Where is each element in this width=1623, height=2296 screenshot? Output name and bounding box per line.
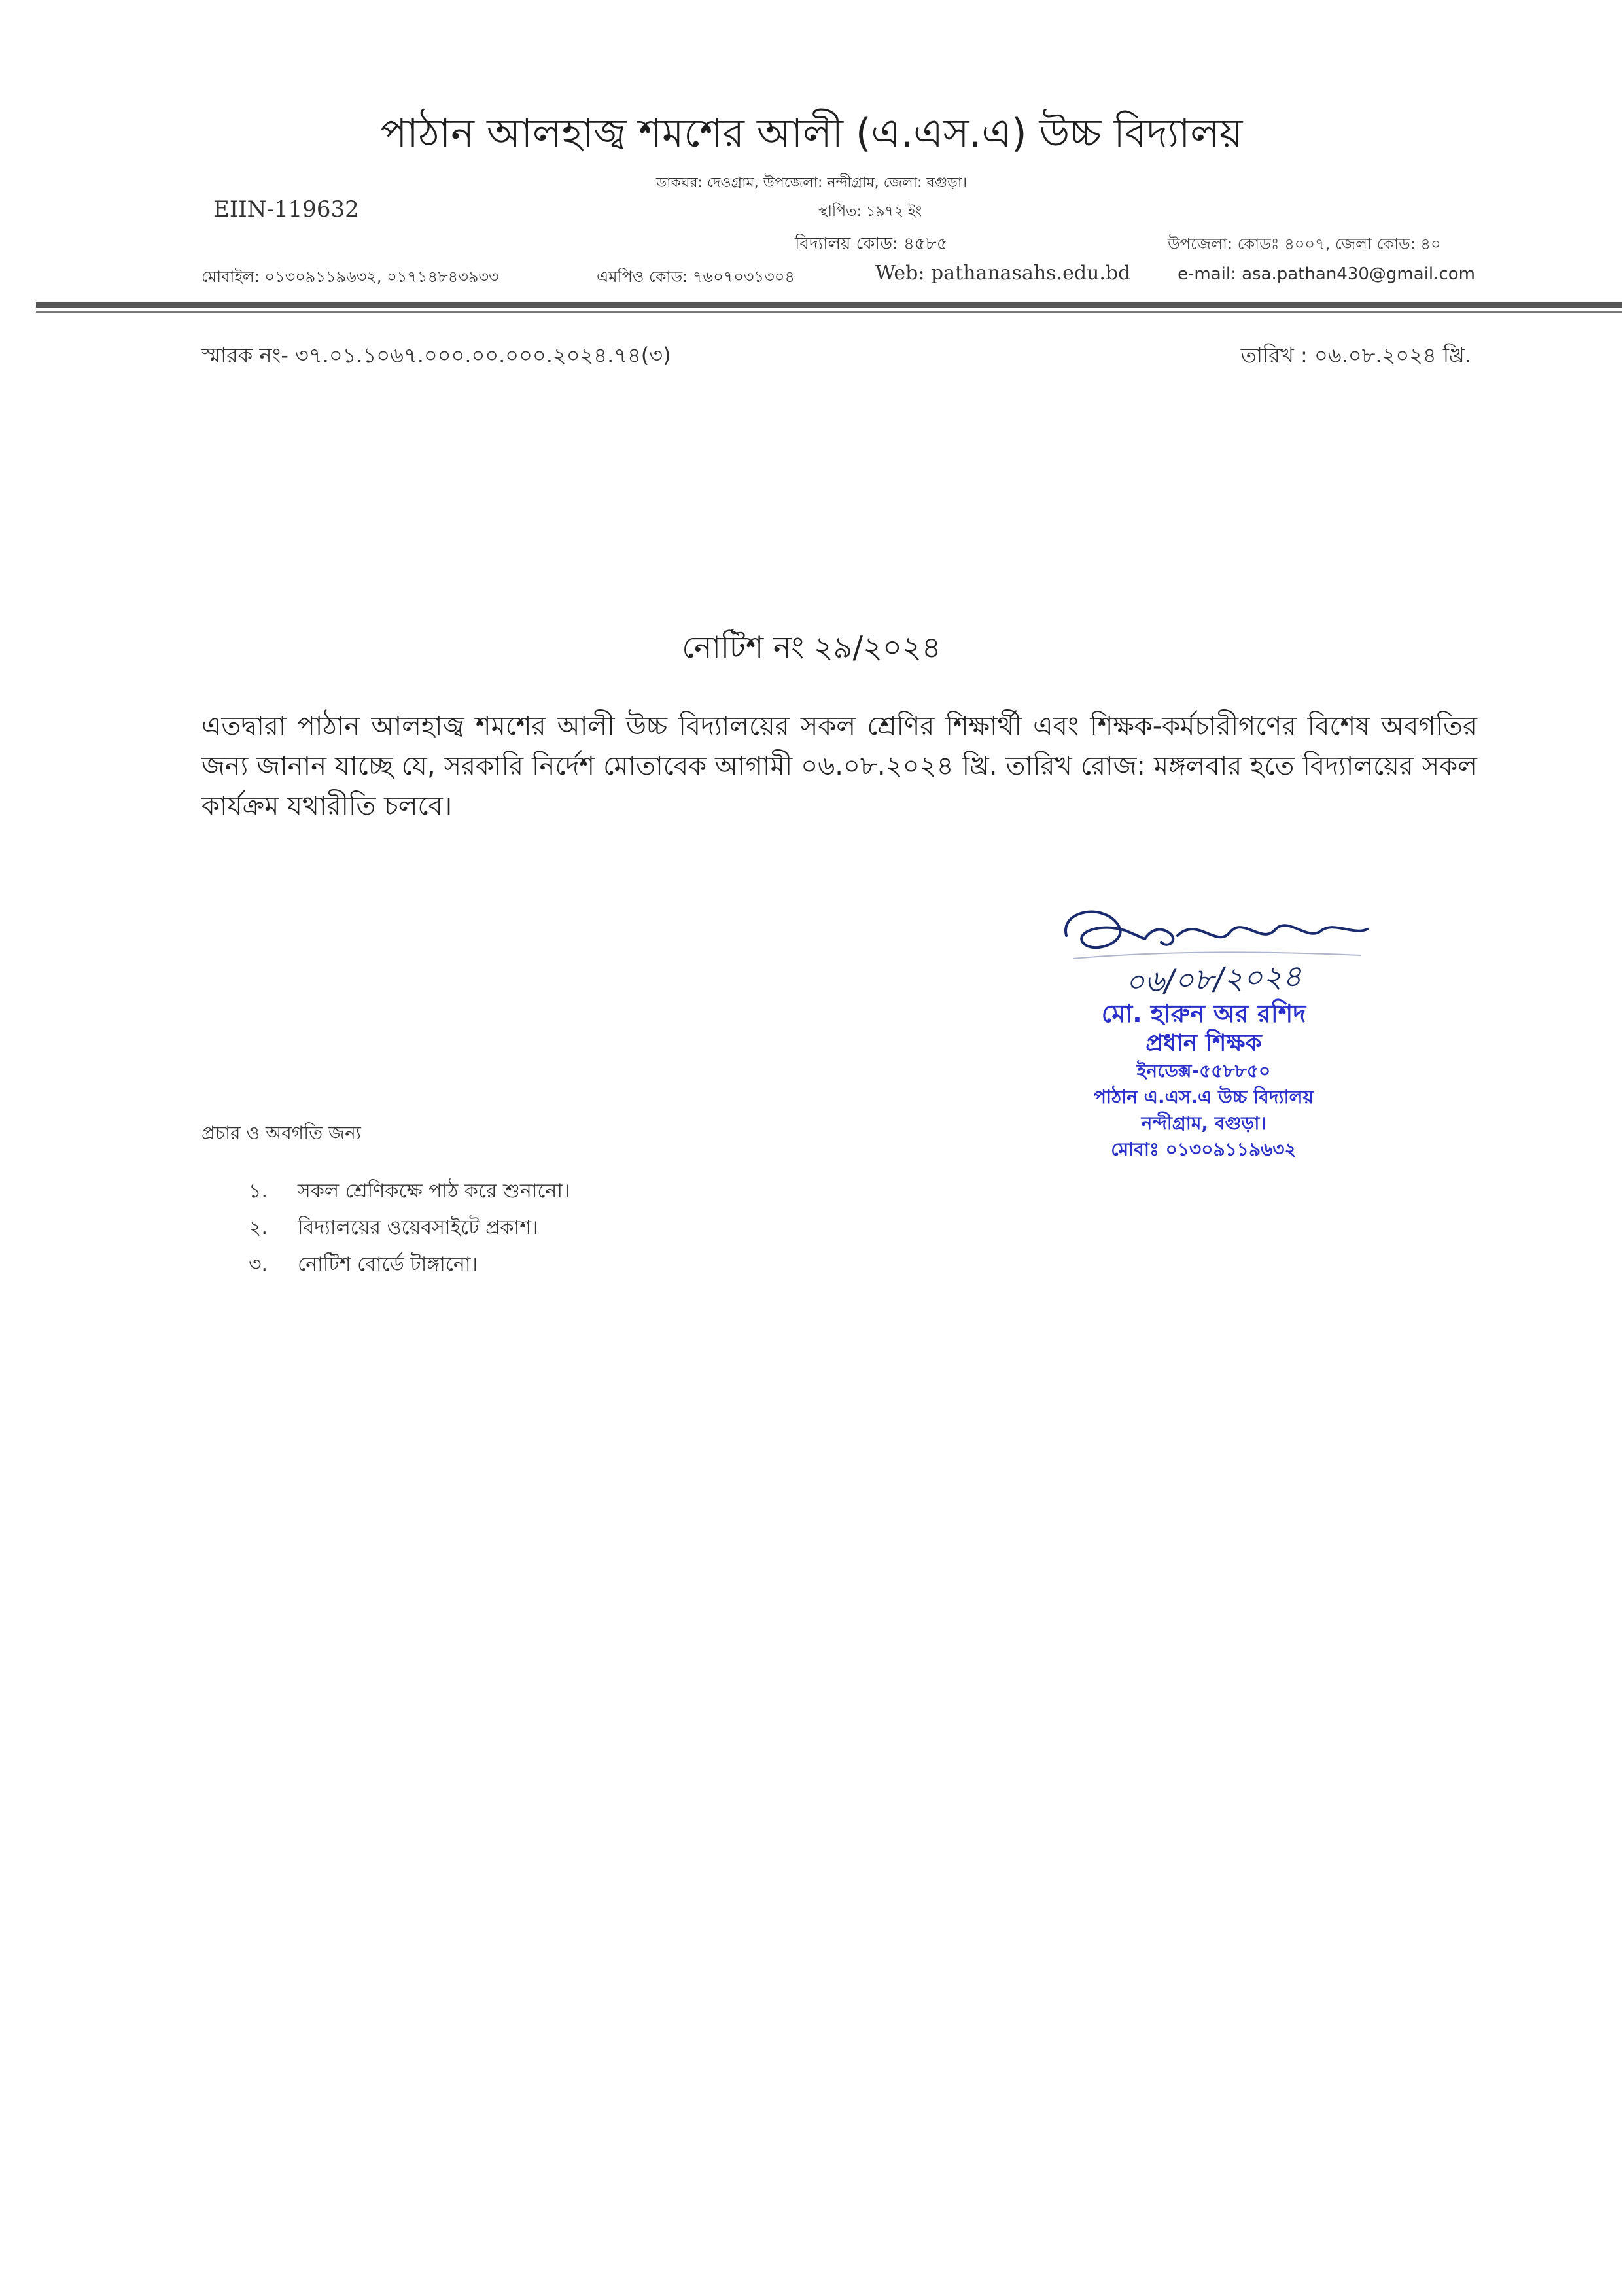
- memo-date: তারিখ : ০৬.০৮.২০২৪ খ্রি.: [1240, 343, 1471, 368]
- stamp-school: পাঠান এ.এস.এ উচ্চ বিদ্যালয়: [1093, 1086, 1314, 1108]
- list-item-number: ১.: [249, 1180, 268, 1203]
- header-divider-thin: [36, 311, 1622, 313]
- list-item-text: নোটিশ বোর্ডে টাঙ্গানো।: [298, 1253, 478, 1276]
- eiin-number: EIIN-119632: [213, 196, 359, 222]
- notice-title: নোটিশ নং ২৯/২০২৪: [682, 629, 941, 665]
- website: Web: pathanasahs.edu.bd: [875, 262, 1131, 285]
- stamp-index: ইনডেক্স-৫৫৮৮৫০: [1136, 1060, 1271, 1082]
- mpo-code: এমপিও কোড: ৭৬০৭০৩১৩০৪: [597, 268, 795, 286]
- school-name: পাঠান আলহাজ্ব শমশের আলী (এ.এস.এ) উচ্চ বিদ্যালয়: [380, 111, 1243, 156]
- stamp-name: মো. হারুন অর রশিদ: [1101, 999, 1306, 1028]
- stamp-mobile: মোবাঃ ০১৩০৯১১৯৬৩২: [1111, 1139, 1297, 1160]
- established-year: স্থাপিত: ১৯৭২ ইং: [818, 203, 922, 220]
- notice-body: এতদ্বারা পাঠান আলহাজ্ব শমশের আলী উচ্চ বিদ্যালয়ের সকল শ্রেণির শিক্ষার্থী এবং শিক্ষক-কর্মচারীগণের বিশেষ অবগতির জন্য জানান যাচ্ছে যে, সরকারি নির্দেশ মোতাবেক আগামী ০৬.০৮.২০২৪ খ্রি. তারিখ রোজ: মঙ্গলবার হতে বিদ্যালয়ের সকল কার্যক্রম যথারীতি চলবে।: [201, 711, 1477, 821]
- school-code: বিদ্যালয় কোড: ৪৫৮৫: [795, 234, 948, 254]
- header-divider-thick: [36, 302, 1622, 308]
- list-item-text: বিদ্যালয়ের ওয়েবসাইটে প্রকাশ।: [298, 1216, 538, 1239]
- stamp-place: নন্দীগ্রাম, বগুড়া।: [1141, 1112, 1266, 1134]
- headmaster-stamp: [1021, 998, 1387, 1163]
- list-item: [249, 1175, 570, 1212]
- stamp-designation: প্রধান শিক্ষক: [1145, 1030, 1262, 1057]
- mobile-numbers: মোবাইল: ০১৩০৯১১৯৬৩২, ০১৭১৪৮৪৩৯৩৩: [201, 268, 499, 286]
- list-item-number: ৩.: [249, 1253, 268, 1276]
- school-address: ডাকঘর: দেওগ্রাম, উপজেলা: নন্দীগ্রাম, জেলা: বগুড়া।: [655, 175, 968, 191]
- email-address: e-mail: asa.pathan430@gmail.com: [1178, 264, 1475, 284]
- list-item-number: ২.: [249, 1216, 268, 1239]
- list-item-text: সকল শ্রেণিকক্ষে পাঠ করে শুনানো।: [298, 1180, 570, 1203]
- upazila-district-code: উপজেলা: কোডঃ ৪০০৭, জেলা কোড: ৪০: [1168, 235, 1441, 253]
- memo-number: স্মারক নং- ৩৭.০১.১০৬৭.০০০.০০.০০০.২০২৪.৭৪(৩): [201, 343, 671, 368]
- list-item: [249, 1248, 570, 1285]
- list-item: [249, 1212, 570, 1248]
- signature-date: ০৬/০৮/২০২৪: [1125, 958, 1302, 1000]
- distribution-heading: প্রচার ও অবগতি জন্য: [201, 1122, 361, 1144]
- distribution-list: [249, 1175, 570, 1285]
